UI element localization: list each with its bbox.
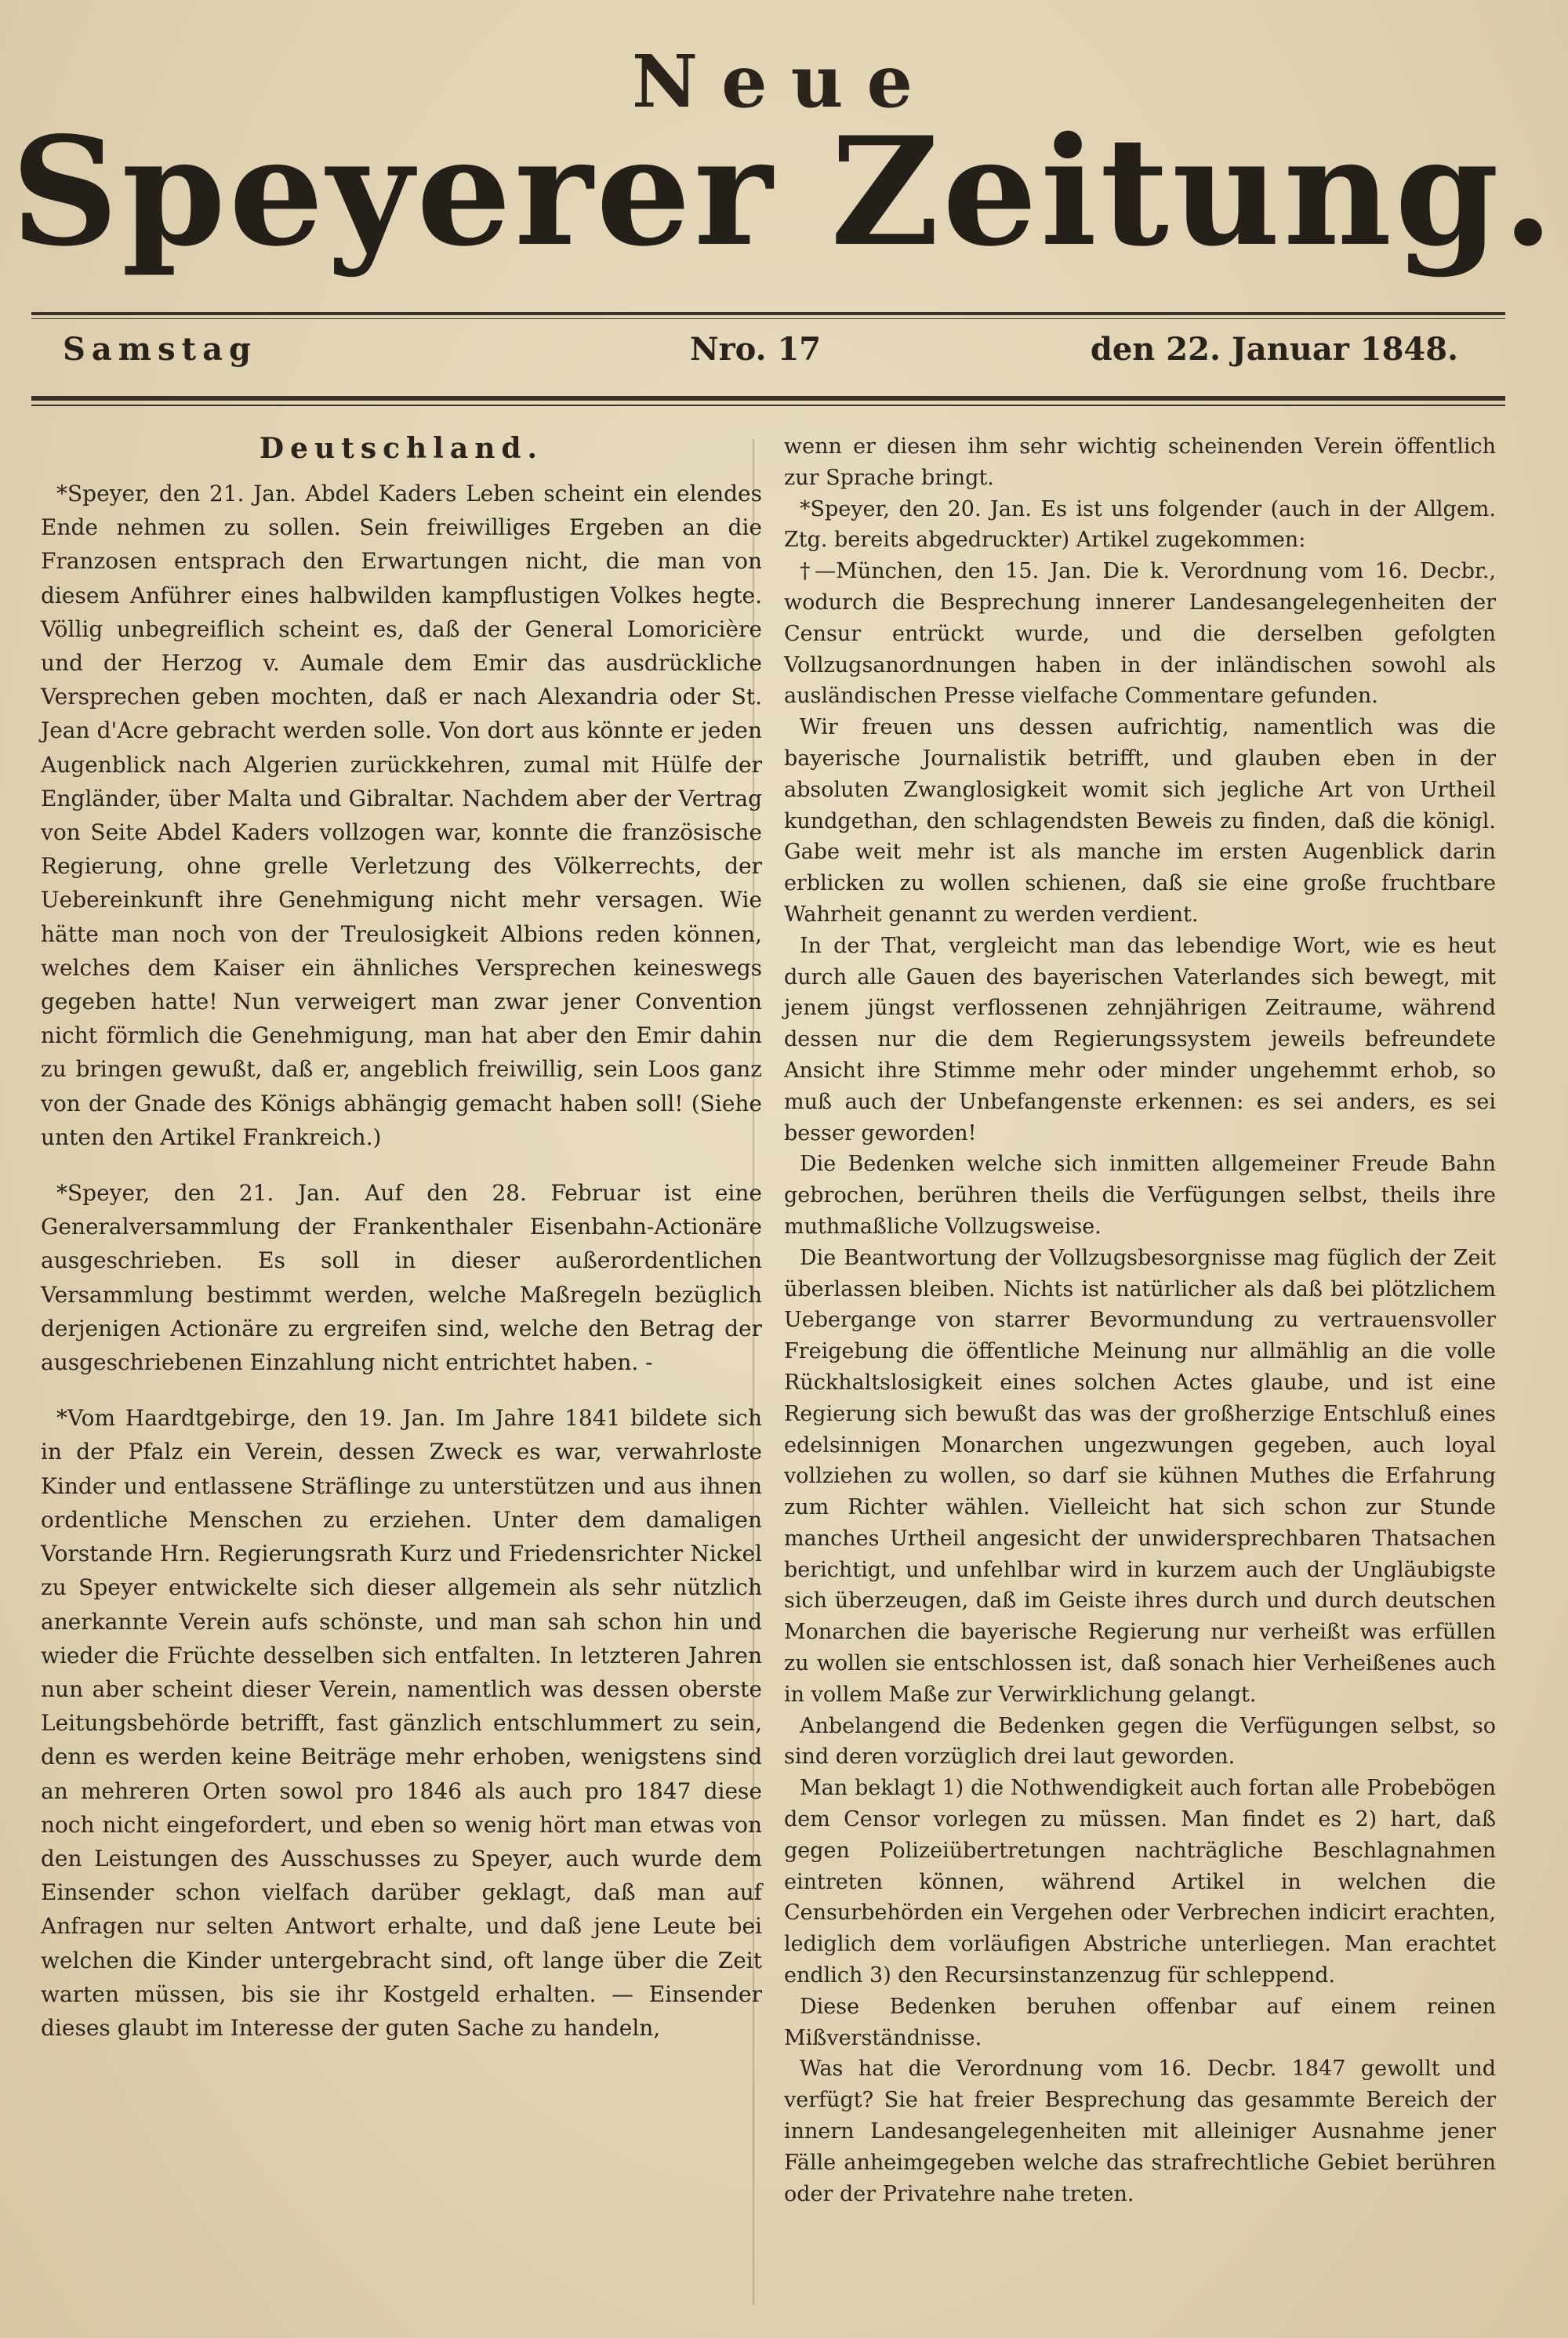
masthead-rule-top-thin (31, 318, 1505, 319)
masthead-small-title: Neue (631, 39, 937, 124)
article-paragraph: *Vom Haardtgebirge, den 19. Jan. Im Jahre 1841 bildete sich in der Pfalz ein Verein, dessen Zweck es war, verwahrloste Kinder und entlassene Sträflinge zu unterstützen und aus ihnen ordentliche Menschen zu erziehen. Unter dem damaligen Vorstande Hrn. Regierungsrath Kurz und Friedensrichter Nickel zu Speyer entwickelte sich dieser allgemein als sehr nützlich anerkannte Verein aufs schönste, und man sah schon hin und wieder die Früchte desselben sich entfalten. In letzteren Jahren nun aber scheint dieser Verein, namentlich was dessen oberste Leitungsbehörde betrifft, fast gänzlich entschlummert zu sein, denn es werden keine Beiträge mehr erhoben, wenigstens sind an mehreren Orten sowol pro 1846 als auch pro 1847 diese noch nicht eingefordert, und eben so wenig hört man etwas von den Leistungen des Ausschusses zu Speyer, auch wurde dem Einsender schon vielfach darüber geklagt, daß man auf Anfragen nur selten Antwort erhalte, und daß jene Leute bei welchen die Kinder untergebracht sind, oft lange über die Zeit warten müssen, bis sie ihr Kostgeld erhalten. — Einsender dieses glaubt im Interesse der guten Sache zu handeln, (41, 1405, 762, 2041)
article-paragraph: †—München, den 15. Jan. Die k. Verordnung vom 16. Decbr., wodurch die Besprechung innerer Landesangelegenheiten der Censur entrückt wurde, und die derselben gefolgten Vollzugsanordnungen haben in der inländischen sowohl als ausländischen Presse vielfache Commentare gefunden. (784, 559, 1496, 709)
masthead-title: Speyerer Zeitung. (10, 104, 1558, 279)
article-paragraph: *Speyer, den 21. Jan. Auf den 28. Februar ist eine Generalversammlung der Frankenthaler Eisenbahn-Actionäre ausgeschrieben. Es soll in dieser außerordentlichen Versammlung bestimmt werden, welche Maßregeln bezüglich derjenigen Actionäre zu ergreifen sind, welche den Betrag der ausgeschriebenen Einzahlung nicht entrichtet haben. - (41, 1180, 762, 1376)
article-paragraph: *Speyer, den 20. Jan. Es ist uns folgender (auch in der Allgem. Ztg. bereits abgedruckter) Artikel zugekommen: (784, 496, 1496, 553)
article-paragraph: Die Beantwortung der Vollzugsbesorgnisse mag füglich der Zeit überlassen bleiben. Nichts ist natürlicher als daß bei plötzlichem Uebergange von starrer Bevormundung zu vertrauensvoller Freigebung die öffentliche Meinung nur allmählig an die volle Rückhaltslosigkeit eines solchen Actes glaube, und ist eine Regierung sich bewußt das was der großherzige Entschluß eines edelsinnigen Monarchen ungezwungen gegeben, auch loyal vollziehen zu wollen, so darf sie kühnen Muthes die Erfahrung zum Richter wählen. Vielleicht hat sich schon zur Stunde manches Urtheil angesicht der unwidersprechbaren Thatsachen berichtigt, und unfehlbar wird in kurzem auch der Ungläubigste sich überzeugen, daß im Geiste ihres durch und durch deutschen Monarchen die bayerische Regierung nur verheißt was erfüllen zu wollen sie entschlossen ist, daß sonach hier Verheißenes auch in vollem Maße zur Verwirklichung gelangt. (784, 1245, 1496, 1707)
article-paragraph: Man beklagt 1) die Nothwendigkeit auch fortan alle Probebögen dem Censor vorlegen zu müssen. Man findet es 2) hart, daß gegen Polizeiübertretungen nachträgliche Beschlagnahmen eintreten können, während Artikel in welchen die Censurbehörden ein Vergehen oder Verbrechen indicirt erachten, lediglich dem vorläufigen Abstriche unterliegen. Man erachtet endlich 3) den Recursinstanzenzug für schleppend. (784, 1776, 1496, 1988)
article-paragraph: Anbelangend die Bedenken gegen die Verfügungen selbst, so sind deren vorzüglich drei laut geworden. (784, 1713, 1496, 1770)
dateline-date: den 22. Januar 1848. (1090, 331, 1458, 368)
dateline-day: Samstag (63, 331, 258, 368)
article-paragraph: Was hat die Verordnung vom 16. Decbr. 1847 gewollt und verfügt? Sie hat freier Besprechung das gesammte Bereich der innern Landesangelegenheiten mit alleiniger Ausnahme jener Fälle anheimgegeben welche das strafrechtliche Gebiet berühren oder der Privatehre nahe treten. (784, 2057, 1496, 2206)
article-paragraph: *Speyer, den 21. Jan. Abdel Kaders Leben scheint ein elendes Ende nehmen zu sollen. Sein freiwilliges Ergeben an die Franzosen entsprach den Erwartungen nicht, die man von diesem Anführer eines halbwilden kampflustigen Volkes hegte. Völlig unbegreiflich scheint es, daß der General Lomoricière und der Herzog v. Aumale dem Emir das ausdrückliche Versprechen geben mochten, daß er nach Alexandria oder St. Jean d'Acre gebracht werden solle. Von dort aus könnte er jeden Augenblick nach Algerien zurückkehren, zumal mit Hülfe der Engländer, über Malta und Gibraltar. Nachdem aber der Vertrag von Seite Abdel Kaders vollzogen war, konnte die französische Regierung, ohne grelle Verletzung des Völkerrechts, der Uebereinkunft ihre Genehmigung nicht mehr versagen. Wie hätte man noch von der Treulosigkeit Albions reden können, welches dem Kaiser ein ähnliches Versprechen keineswegs gegeben hatte! Nun verweigert man zwar jener Convention nicht förmlich die Genehmigung, man hat aber den Emir dahin zu bringen gewußt, daß er, angeblich freiwillig, sein Loos ganz von der Gnade des Königs abhängig gemacht haben soll! (Siehe unten den Artikel Frankreich.) (41, 481, 762, 1150)
article-paragraph: Die Bedenken welche sich inmitten allgemeiner Freude Bahn gebrochen, berühren theils die Verfügungen selbst, theils ihre muthmaßliche Vollzugsweise. (784, 1152, 1496, 1239)
article-paragraph: wenn er diesen ihm sehr wichtig scheinenden Verein öffentlich zur Sprache bringt. (784, 434, 1496, 490)
article-paragraph: In der That, vergleicht man das lebendige Wort, wie es heut durch alle Gauen des bayerischen Vaterlandes sich bewegt, mit jenem jüngst verflossenen zehnjährigen Zeitraume, während dessen nur die dem Regierungssystem jeweils befreundete Ansicht ihre Stimme mehr oder minder ungehemmt erhob, so muß auch der Unbefangenste erkennen: es sei anders, es sei besser geworden! (784, 933, 1496, 1145)
article-paragraph: Wir freuen uns dessen aufrichtig, namentlich was die bayerische Journalistik betrifft, und glauben eben in der absoluten Zwanglosigkeit womit sich jegliche Art von Urtheil kundgethan, den schlagendsten Beweis zu finden, daß die königl. Gabe weit mehr ist als manche im ersten Augenblick darin erblicken zu wollen schienen, daß sie eine große fruchtbare Wahrheit genannt zu werden verdient. (784, 715, 1496, 927)
dateline-number: Nro. 17 (690, 331, 822, 368)
dateline-rule-thick (31, 396, 1505, 401)
dateline-rule-thin (31, 405, 1505, 406)
masthead-rule-top (31, 312, 1505, 315)
section-title-deutschland: Deutschland. (259, 432, 544, 465)
article-paragraph: Diese Bedenken beruhen offenbar auf einem reinen Mißverständnisse. (784, 1994, 1496, 2050)
left-column (41, 430, 762, 2067)
dateline (63, 331, 1458, 378)
right-column (784, 431, 1496, 2209)
